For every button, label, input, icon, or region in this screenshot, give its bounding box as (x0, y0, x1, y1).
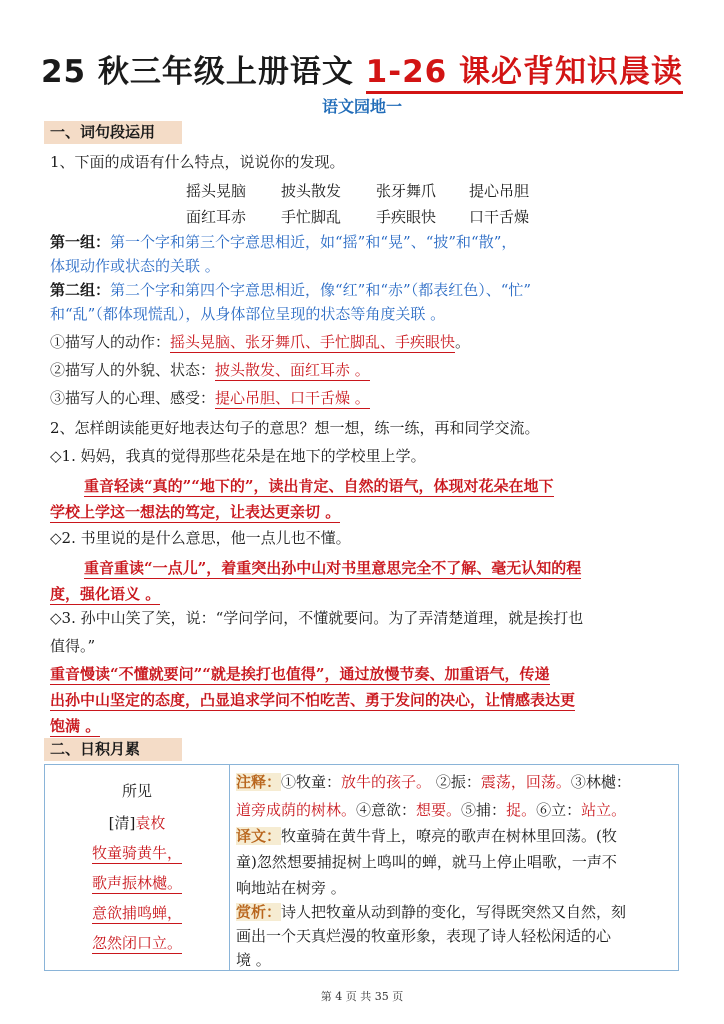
sentence-3-line-1: ◇3. 孙中山笑了笑，说：“学问学问，不懂就要问。为了弄清楚道理，就是挨打也 (50, 609, 584, 627)
category-label: ①描写人的动作： (50, 333, 171, 351)
poem-author-name: 袁枚 (135, 814, 166, 832)
category-feeling (50, 386, 370, 410)
notes-label: 注释： (236, 773, 282, 791)
answer-2-line-2 (50, 582, 160, 606)
poem-line (44, 842, 230, 863)
poem-title: 所见 (121, 782, 152, 800)
answer-3-line-1 (50, 662, 550, 686)
appreciation-text: 诗人把牧童从动到静的变化，写得既突然又自然，刻 (281, 903, 627, 921)
appreciation-line-3: 境 。 (236, 951, 271, 969)
note-definition: 想要。 (416, 801, 462, 819)
sentence-3-line-2: 值得。” (50, 637, 96, 655)
poem-line-text: 意欲捕鸣蝉， (91, 904, 182, 922)
group-2-text: 第二个字和第四个字意思相近，像“红”和“赤”（都表红色）、“忙” (110, 281, 532, 299)
idiom: 手疾眼快 (376, 208, 437, 226)
note-term: ③林樾： (570, 773, 631, 791)
note-definition: 震荡，回荡。 (480, 773, 571, 791)
poem-line-text: 歌声振林樾。 (91, 874, 182, 892)
notes-items (281, 773, 631, 791)
notes-line-2 (236, 796, 626, 824)
page-title (0, 46, 724, 91)
group-1-text: 第一个字和第三个字意思相近，如“摇”和“晃”、“披”和“散”， (110, 233, 517, 251)
answer-2-line-1 (84, 556, 581, 580)
category-answer: 摇头晃脑、张牙舞爪、手忙脚乱、手疾眼快 (170, 333, 456, 351)
group-2-line-2: 和“乱”（都体现慌乱），从身体部位呈现的状态等角度关联 。 (50, 305, 446, 323)
answer-text: 重音慢读“不懂就要问”“就是挨打也值得”，通过放慢节奏、加重语气，传递 (50, 665, 550, 683)
appreciation-line-2: 画出一个天真烂漫的牧童形象，表现了诗人轻松闲适的心 (236, 927, 612, 945)
group-1-line-1 (50, 230, 516, 254)
poem-dynasty: [清] (108, 814, 136, 832)
note-definition: 放牛的孩子。 (341, 773, 432, 791)
question-2: 2、怎样朗读能更好地表达句子的意思？想一想，练一练，再和同学交流。 (50, 419, 540, 437)
answer-text: 重音重读“一点儿”，着重突出孙中山对书里意思完全不了解、毫无认知的程 (84, 559, 582, 577)
answer-3-line-2 (50, 688, 575, 712)
note-definition: 捉。 (506, 801, 537, 819)
note-term: ④意欲： (356, 801, 417, 819)
sentence-1: ◇1. 妈妈，我真的觉得那些花朵是在地下的学校里上学。 (50, 447, 426, 465)
poem-line-text: 牧童骑黄牛， (91, 844, 182, 862)
category-appearance (50, 358, 370, 382)
answer-text: 饱满 。 (50, 717, 101, 735)
note-definition: 道旁成荫的树林。 (236, 801, 357, 819)
poem-line (44, 932, 230, 953)
section-heading-2: 二、日积月累 (44, 738, 182, 761)
page-subtitle: 语文园地一 (321, 97, 402, 116)
answer-text: 学校上学这一想法的笃定，让表达更亲切 。 (50, 503, 341, 521)
answer-1-line-1 (84, 474, 554, 498)
answer-3-line-3 (50, 714, 100, 738)
translation-line-2: 童)忽然想要捕捉树上鸣叫的蝉，就马上停止唱歌，一声不 (236, 853, 617, 871)
group-1-line-2: 体现动作或状态的关联 。 (50, 257, 220, 275)
note-term: ②振： (431, 773, 481, 791)
category-label: ②描写人的外貌、状态： (50, 361, 216, 379)
page-footer: 第 4 页 共 35 页 (320, 990, 404, 1003)
poem-line (44, 872, 230, 893)
group-2-label: 第二组： (50, 281, 111, 299)
sentence-2: ◇2. 书里说的是什么意思，他一点儿也不懂。 (50, 529, 351, 547)
group-1-label: 第一组： (50, 233, 111, 251)
translation-line-1 (236, 822, 617, 850)
note-term: ①牧童： (281, 773, 342, 791)
question-1: 1、下面的成语有什么特点，说说你的发现。 (50, 153, 345, 171)
idiom: 面红耳赤 (186, 208, 247, 226)
idiom: 口干舌燥 (469, 208, 530, 226)
idiom: 披头散发 (281, 182, 342, 200)
answer-1-line-2 (50, 500, 340, 524)
category-answer: 披头散发、面红耳赤 。 (215, 361, 370, 379)
translation-text: 牧童骑在黄牛背上，嘹亮的歌声在树林里回荡。(牧 (281, 827, 617, 845)
poem-author (44, 812, 230, 833)
answer-text: 度，强化语义 。 (50, 585, 161, 603)
appreciation-label: 赏析： (236, 903, 282, 921)
title-main: 25 秋三年级上册语文 (40, 54, 354, 90)
category-label: ③描写人的心理、感受： (50, 389, 216, 407)
idiom: 手忙脚乱 (281, 208, 342, 226)
note-term: ⑤捕： (461, 801, 507, 819)
category-action (50, 330, 470, 354)
notes-items (236, 801, 626, 819)
note-definition: 站立。 (581, 801, 627, 819)
group-2-line-1 (50, 278, 531, 302)
idiom: 提心吊胆 (469, 182, 530, 200)
category-answer: 提心吊胆、口干舌燥 。 (215, 389, 370, 407)
translation-line-3: 响地站在树旁 。 (236, 879, 346, 897)
section-heading-1: 一、词句段运用 (44, 121, 182, 144)
idiom: 张牙舞爪 (376, 182, 437, 200)
answer-text: 出孙中山坚定的态度，凸显追求学问不怕吃苦、勇于发问的决心，让情感表达更 (50, 691, 576, 709)
answer-text: 重音轻读“真的”“地下的”，读出肯定、自然的语气，体现对花朵在地下 (84, 477, 554, 495)
translation-label: 译文： (236, 827, 282, 845)
idiom: 摇头晃脑 (186, 182, 247, 200)
title-highlight: 1-26 课必背知识晨读 (366, 54, 683, 94)
category-end: 。 (455, 333, 471, 351)
poem-line-text: 忽然闭口立。 (91, 934, 182, 952)
poem-line (44, 902, 230, 923)
notes-line-1 (236, 768, 631, 796)
note-term: ⑥立： (536, 801, 582, 819)
